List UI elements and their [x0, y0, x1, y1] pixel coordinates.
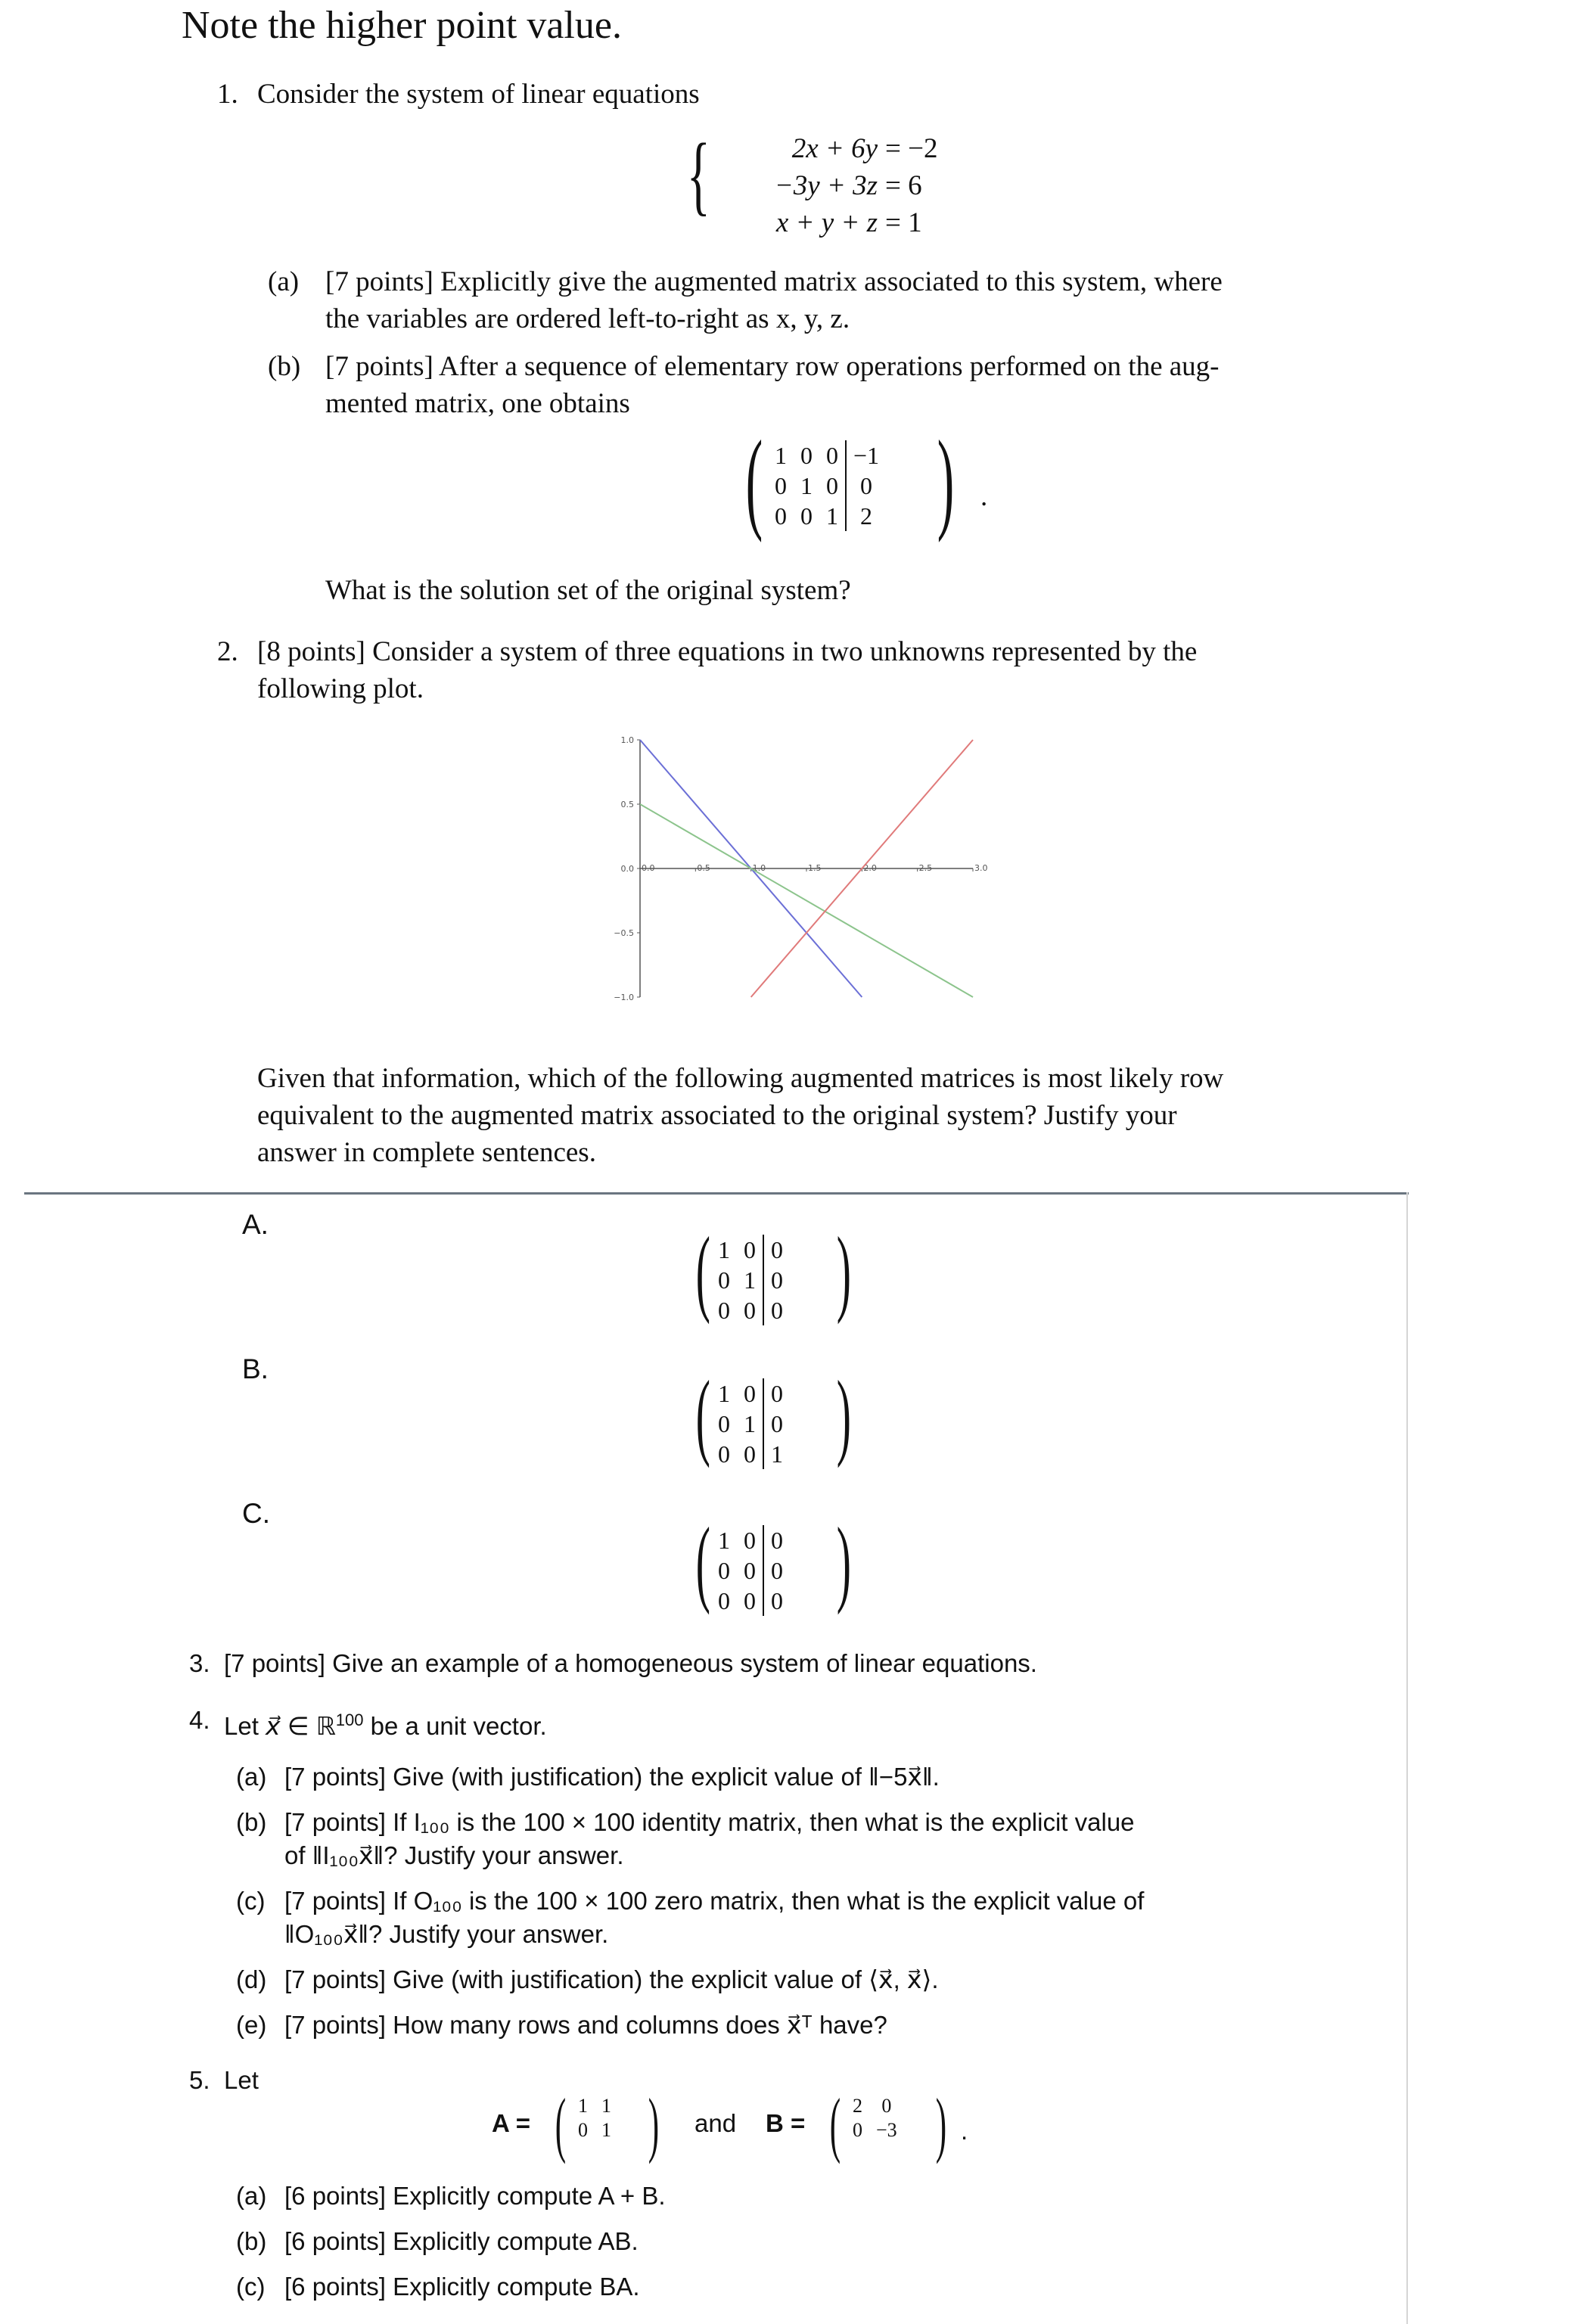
matrix-cell: 0 — [775, 502, 787, 530]
matrix-cell: 0 — [853, 2119, 862, 2141]
q4c-line2: ‖O₁₀₀x⃗‖? Justify your answer. — [284, 1920, 609, 1948]
and-word: and — [695, 2109, 737, 2137]
q5b-text: [6 points] Explicitly compute AB. — [284, 2227, 639, 2255]
matrix-cell: 1 — [718, 1527, 730, 1554]
q1b-label: (b) — [268, 351, 301, 382]
matrix-b-left-paren: ( — [829, 2083, 841, 2164]
matrix-cell: 1 — [800, 472, 813, 499]
x-tick-label: 0.5 — [697, 863, 710, 873]
matrix-cell: 0 — [718, 1557, 730, 1584]
matrix-cell: 0 — [744, 1527, 756, 1554]
matrix-cell: 2 — [853, 2095, 862, 2117]
matrix-cell: 0 — [763, 1378, 790, 1409]
q3-text: [7 points] Give an example of a homogeneous system of linear equations. — [224, 1649, 1037, 1677]
option-a-label: A. — [242, 1209, 269, 1240]
q4b-line1: [7 points] If I₁₀₀ is the 100 × 100 identity matrix, then what is the explicit value — [284, 1808, 1135, 1836]
matrix-cell: 0 — [718, 1297, 730, 1324]
q4-intro-post: be a unit vector. — [363, 1712, 547, 1740]
q4c-line1: [7 points] If O₁₀₀ is the 100 × 100 zero matrix, then what is the explicit value of — [284, 1887, 1145, 1915]
matrix-cell: 0 — [763, 1235, 790, 1265]
matrix-cell: 0 — [846, 471, 886, 501]
x-tick-label: 2.0 — [863, 863, 877, 873]
matrix-cell: 0 — [775, 472, 787, 499]
q5-period: . — [961, 2117, 968, 2145]
system-eq-2-rhs: = 6 — [885, 170, 922, 201]
y-tick-label: 0.0 — [620, 864, 634, 874]
option-b-matrix — [711, 1378, 790, 1469]
matrix-cell: 0 — [744, 1297, 756, 1324]
matrix-cell: 0 — [800, 442, 813, 469]
matrix-cell: 1 — [718, 1380, 730, 1407]
option-b-left-paren: ( — [695, 1361, 710, 1468]
y-tick-label: 1.0 — [620, 735, 634, 745]
q1-intro: Consider the system of linear equations — [257, 79, 700, 110]
q2-number: 2. — [217, 636, 238, 667]
x-tick-label: 1.5 — [808, 863, 822, 873]
matrix-cell: 0 — [744, 1380, 756, 1407]
option-a-matrix — [711, 1235, 790, 1325]
option-a-left-paren: ( — [695, 1217, 710, 1325]
q1a-label: (a) — [268, 266, 300, 297]
q5c-text: [6 points] Explicitly compute BA. — [284, 2273, 640, 2301]
x-tick-label: 0.0 — [642, 863, 655, 873]
q5-number: 5. — [189, 2066, 210, 2094]
series-line-green — [640, 804, 973, 997]
matrix-cell: 0 — [763, 1586, 790, 1616]
right-border-line — [1406, 1192, 1408, 2324]
matrix-cell: 0 — [763, 1409, 790, 1439]
matrix-b-label: B = — [766, 2109, 806, 2137]
matrix-cell: −3 — [876, 2119, 897, 2141]
q1-matrix-left-paren: ( — [745, 418, 763, 543]
matrix-a — [571, 2094, 618, 2142]
q4d-label: (d) — [236, 1965, 267, 1993]
q4b-label: (b) — [236, 1808, 267, 1836]
q3-number: 3. — [189, 1649, 210, 1677]
section-divider — [24, 1192, 1409, 1195]
page-note: Note the higher point value. — [182, 4, 622, 47]
y-tick-label: −0.5 — [614, 928, 634, 938]
x-tick-label: 1.0 — [752, 863, 766, 873]
matrix-cell: 0 — [826, 442, 838, 469]
matrix-cell: 2 — [846, 501, 886, 531]
q5b-label: (b) — [236, 2227, 267, 2255]
matrix-cell: 0 — [800, 502, 813, 530]
matrix-b — [846, 2094, 904, 2142]
matrix-a-label: A = — [492, 2109, 531, 2137]
system-eq-3-rhs: = 1 — [885, 207, 922, 238]
matrix-cell: 0 — [763, 1265, 790, 1295]
option-c-right-paren: ) — [836, 1508, 851, 1615]
option-a-right-paren: ) — [836, 1217, 851, 1325]
q1-augmented-matrix — [768, 440, 886, 531]
y-tick-label: 0.5 — [620, 800, 634, 809]
matrix-cell: 1 — [578, 2095, 588, 2117]
matrix-cell: 0 — [718, 1410, 730, 1437]
x-tick-label: 2.5 — [918, 863, 933, 873]
matrix-cell: 0 — [718, 1587, 730, 1614]
system-plot — [590, 734, 999, 1006]
q5a-label: (a) — [236, 2182, 267, 2210]
q4e-text: [7 points] How many rows and columns does x⃗ᵀ have? — [284, 2011, 887, 2039]
option-b-label: B. — [242, 1353, 269, 1384]
q2-line2: following plot. — [257, 673, 424, 704]
matrix-cell: 0 — [744, 1236, 756, 1263]
q5c-label: (c) — [236, 2273, 266, 2301]
option-c-matrix — [711, 1525, 790, 1616]
q4a-text: [7 points] Give (with justification) the explicit value of ‖−5x⃗‖. — [284, 1763, 940, 1791]
y-tick-label: −1.0 — [614, 993, 634, 1002]
matrix-a-right-paren: ) — [648, 2083, 660, 2164]
q1-number: 1. — [217, 79, 238, 110]
matrix-cell: 1 — [744, 1410, 756, 1437]
option-c-label: C. — [242, 1498, 270, 1529]
matrix-cell: 1 — [744, 1266, 756, 1294]
matrix-cell: 0 — [744, 1557, 756, 1584]
q2-after-line2: equivalent to the augmented matrix associated to the original system? Justify your — [257, 1100, 1177, 1131]
matrix-cell: 0 — [744, 1587, 756, 1614]
q4d-text: [7 points] Give (with justification) the explicit value of ⟨x⃗, x⃗⟩. — [284, 1965, 939, 1993]
matrix-cell: 1 — [601, 2095, 611, 2117]
q1-matrix-right-paren: ) — [937, 418, 955, 543]
q5a-text: [6 points] Explicitly compute A + B. — [284, 2182, 666, 2210]
matrix-cell: 0 — [718, 1440, 730, 1468]
system-eq-3-lhs: x + y + z — [775, 207, 878, 238]
q4e-label: (e) — [236, 2011, 267, 2039]
q1-question: What is the solution set of the original system? — [325, 575, 851, 606]
system-eq-2-lhs: −3y + 3z — [774, 170, 878, 201]
matrix-b-right-paren: ) — [935, 2083, 947, 2164]
matrix-cell: 1 — [718, 1236, 730, 1263]
matrix-cell: 1 — [826, 502, 838, 530]
q1-matrix-period: . — [980, 481, 988, 512]
option-c-left-paren: ( — [695, 1508, 710, 1615]
system-brace: { — [686, 125, 710, 224]
q2-line1: [8 points] Consider a system of three equations in two unknowns represented by the — [257, 636, 1198, 667]
matrix-cell: −1 — [846, 440, 886, 471]
q4-intro — [224, 1701, 547, 1745]
q5-intro: Let — [224, 2066, 259, 2094]
q4-intro-pre: Let — [224, 1712, 266, 1740]
matrix-cell: 0 — [718, 1266, 730, 1294]
matrix-cell: 0 — [744, 1440, 756, 1468]
matrix-cell: 0 — [763, 1525, 790, 1555]
matrix-cell: 1 — [763, 1439, 790, 1469]
q4c-label: (c) — [236, 1887, 266, 1915]
q1b-line1: [7 points] After a sequence of elementary row operations performed on the aug- — [325, 351, 1220, 382]
system-eq-1-rhs: = −2 — [885, 133, 938, 164]
matrix-a-left-paren: ( — [555, 2083, 567, 2164]
option-b-right-paren: ) — [836, 1361, 851, 1468]
matrix-cell: 0 — [763, 1295, 790, 1325]
matrix-cell: 0 — [763, 1555, 790, 1586]
matrix-cell: 0 — [578, 2119, 588, 2141]
q1a-line2: the variables are ordered left-to-right as x, y, z. — [325, 303, 850, 334]
q4a-label: (a) — [236, 1763, 267, 1791]
system-eq-1-lhs: 2x + 6y — [791, 133, 878, 164]
matrix-cell: 0 — [826, 472, 838, 499]
q1b-line2: mented matrix, one obtains — [325, 388, 630, 419]
matrix-cell: 1 — [601, 2119, 611, 2141]
q4-number: 4. — [189, 1706, 210, 1734]
matrix-cell: 1 — [775, 442, 787, 469]
q4-intro-vector: x⃗ ∈ ℝ — [266, 1712, 336, 1740]
q2-after-line3: answer in complete sentences. — [257, 1137, 596, 1168]
q4-intro-dimension: 100 — [335, 1710, 364, 1729]
q2-after-line1: Given that information, which of the following augmented matrices is most likely row — [257, 1063, 1224, 1094]
q1a-line1: [7 points] Explicitly give the augmented matrix associated to this system, where — [325, 266, 1223, 297]
q4b-line2: of ‖I₁₀₀x⃗‖? Justify your answer. — [284, 1841, 624, 1869]
x-tick-label: 3.0 — [974, 863, 988, 873]
matrix-cell: 0 — [881, 2095, 892, 2117]
